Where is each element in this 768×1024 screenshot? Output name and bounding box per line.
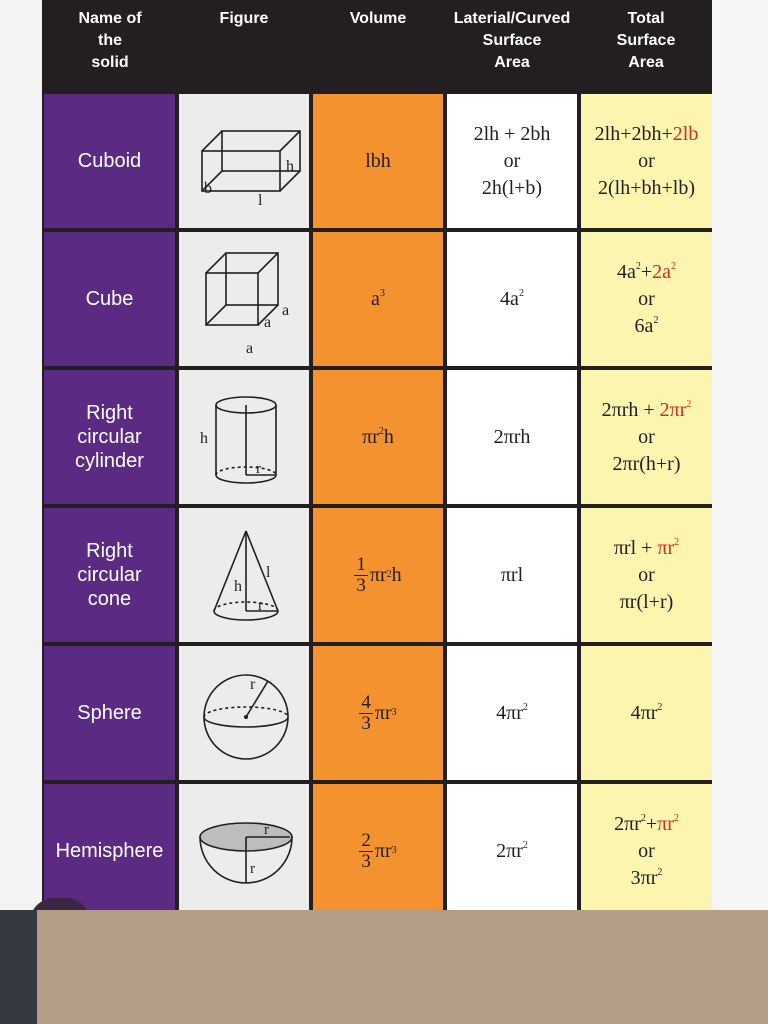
total-exponent: 2 <box>653 314 659 326</box>
volume-fraction <box>354 555 368 596</box>
lateral-base: 4a <box>500 287 519 310</box>
total-part: 4a <box>616 260 636 283</box>
total-or: or <box>638 149 655 172</box>
cylinder-figure <box>179 370 309 504</box>
total-formula <box>581 508 712 642</box>
table-row-sphere <box>42 646 712 780</box>
fraction-numerator: 4 <box>361 691 371 713</box>
sphere-diagram <box>182 651 306 775</box>
table-row-hemisphere <box>42 784 712 910</box>
cuboid-label-b: b <box>204 180 212 197</box>
volume-exponent: 2 <box>378 425 384 437</box>
cone-figure <box>179 508 309 642</box>
total-exponent-highlight: 2 <box>673 812 679 824</box>
total-plus: + <box>645 812 658 835</box>
lateral-formula: πrl <box>447 508 577 642</box>
cylinder-label-r: r <box>256 461 261 477</box>
volume-formula <box>313 370 443 504</box>
volume-part: h <box>391 563 402 586</box>
total-or: or <box>638 287 655 310</box>
lateral-base: 2πr <box>496 839 523 862</box>
volume-base: a <box>371 287 380 310</box>
total-exponent-highlight: 2 <box>671 260 677 272</box>
lateral-formula <box>447 646 577 780</box>
volume-fraction <box>359 693 373 734</box>
solid-name: Sphere <box>44 646 175 780</box>
total-part: 2πr <box>614 812 641 835</box>
solid-name: Right circular cone <box>44 508 175 642</box>
total-part: 2πrh + <box>601 398 660 421</box>
total-plus: + <box>640 260 653 283</box>
hemisphere-diagram <box>182 789 306 910</box>
total-part-highlight: 2lb <box>672 122 699 145</box>
table-row-cone <box>42 508 712 642</box>
volume-part: πr <box>374 839 392 862</box>
table-row-cylinder <box>42 370 712 504</box>
total-formula <box>581 784 712 910</box>
lateral-exponent: 2 <box>522 701 528 713</box>
total-base: 4πr <box>630 701 658 724</box>
volume-formula: $\frac{1}{3}$ πr 2 h <box>313 508 443 642</box>
volume-formula: lbh <box>313 94 443 228</box>
total-or: or <box>638 563 655 586</box>
lateral-formula <box>447 232 577 366</box>
lateral-formula <box>447 94 577 228</box>
total-formula <box>581 232 712 366</box>
cube-diagram <box>182 237 306 361</box>
total-part: 3πr <box>630 866 658 889</box>
total-line3 <box>635 313 659 340</box>
total-part: 6a <box>634 314 654 337</box>
hemisphere-figure <box>179 784 309 910</box>
cuboid-label-l: l <box>258 192 263 209</box>
hemisphere-label-r-radius: r <box>264 822 269 838</box>
header-name-of-solid: Name of the solid <box>78 10 142 71</box>
sphere-center-dot <box>244 715 248 719</box>
header-volume: Volume <box>349 10 407 27</box>
cube-label-a-depth: a <box>264 314 272 331</box>
lateral-base: 4πr <box>496 701 523 724</box>
header-lateral-area: Laterial/Curved Surface Area <box>453 10 571 71</box>
volume-fraction <box>359 831 373 872</box>
total-line1 <box>602 397 692 424</box>
table-header <box>42 0 712 92</box>
fraction-denominator: 3 <box>356 574 366 596</box>
sphere-label-r: r <box>250 676 256 693</box>
cuboid-diagram <box>182 99 306 223</box>
solid-name: Cube <box>44 232 175 366</box>
volume-formula: $\frac{2}{3}$ πr 3 <box>313 784 443 910</box>
total-part-highlight: 2πr <box>659 398 687 421</box>
volume-formula <box>313 232 443 366</box>
total-line1 <box>617 259 676 286</box>
total-part-highlight: πr <box>657 812 674 835</box>
sphere-figure <box>179 646 309 780</box>
bottom-panel <box>0 910 768 1024</box>
header-total-area: Total Surface Area <box>616 10 676 71</box>
volume-formula: $\frac{4}{3}$ πr 3 <box>313 646 443 780</box>
cone-label-r: r <box>258 598 263 614</box>
solids-formula-table <box>42 0 712 910</box>
total-exponent-highlight: 2 <box>674 536 680 548</box>
header-figure: Figure <box>219 10 269 27</box>
total-part: 2lh+2bh+ <box>594 122 673 145</box>
volume-part: h <box>383 425 394 448</box>
cube-label-a-height: a <box>282 302 290 319</box>
volume-exponent: 3 <box>379 287 385 299</box>
hemisphere-label-r-height: r <box>250 861 255 877</box>
lateral-exponent: 2 <box>518 287 524 299</box>
cube-figure <box>179 232 309 366</box>
total-part: πrl + <box>613 536 658 559</box>
cube-label-a-width: a <box>246 340 254 357</box>
total-exponent-highlight: 2 <box>686 398 692 410</box>
total-line3 <box>631 865 663 892</box>
volume-part: πr <box>362 425 379 448</box>
total-part-highlight: πr <box>657 536 675 559</box>
total-formula <box>581 370 712 504</box>
fraction-numerator: 1 <box>356 553 366 575</box>
total-exponent: 2 <box>635 260 641 272</box>
page-margin-left <box>0 0 42 910</box>
lateral-line2: 2h(l+b) <box>481 176 543 199</box>
cone-label-h: h <box>234 578 242 595</box>
page-margin-right <box>712 0 768 910</box>
total-or: or <box>638 425 655 448</box>
total-formula <box>581 94 712 228</box>
total-exponent: 2 <box>640 812 646 824</box>
table-row-cuboid <box>42 94 712 228</box>
cylinder-diagram <box>182 375 306 499</box>
bottom-left-panel <box>0 910 37 1024</box>
lateral-formula: 2πrh <box>447 370 577 504</box>
cylinder-label-h: h <box>200 430 208 447</box>
solid-name: Hemisphere <box>44 784 175 910</box>
cuboid-label-h: h <box>286 158 294 175</box>
lateral-exponent: 2 <box>522 839 528 851</box>
total-or: or <box>638 839 655 862</box>
table-row-cube <box>42 232 712 366</box>
lateral-line1: 2lh + 2bh <box>473 122 551 145</box>
volume-part: πr <box>369 563 387 586</box>
total-formula <box>581 646 712 780</box>
lateral-formula <box>447 784 577 910</box>
cone-label-l: l <box>266 564 271 581</box>
solid-name: Cuboid <box>44 94 175 228</box>
fraction-denominator: 3 <box>361 850 371 872</box>
fraction-numerator: 2 <box>361 829 371 851</box>
total-exponent: 2 <box>657 866 663 878</box>
total-line2: πr(l+r) <box>619 590 674 613</box>
cone-diagram <box>182 513 306 637</box>
total-part-highlight: 2a <box>652 260 672 283</box>
volume-part: πr <box>374 701 392 724</box>
total-line1 <box>614 811 679 838</box>
total-exponent: 2 <box>657 701 663 713</box>
total-line1 <box>595 121 699 148</box>
total-line2: 2(lh+bh+lb) <box>598 176 695 199</box>
solid-name: Right circular cylinder <box>44 370 175 504</box>
total-line1 <box>614 535 679 562</box>
cuboid-figure <box>179 94 309 228</box>
fraction-denominator: 3 <box>361 712 371 734</box>
total-line2: 2πr(h+r) <box>612 452 681 475</box>
lateral-or: or <box>503 149 521 172</box>
